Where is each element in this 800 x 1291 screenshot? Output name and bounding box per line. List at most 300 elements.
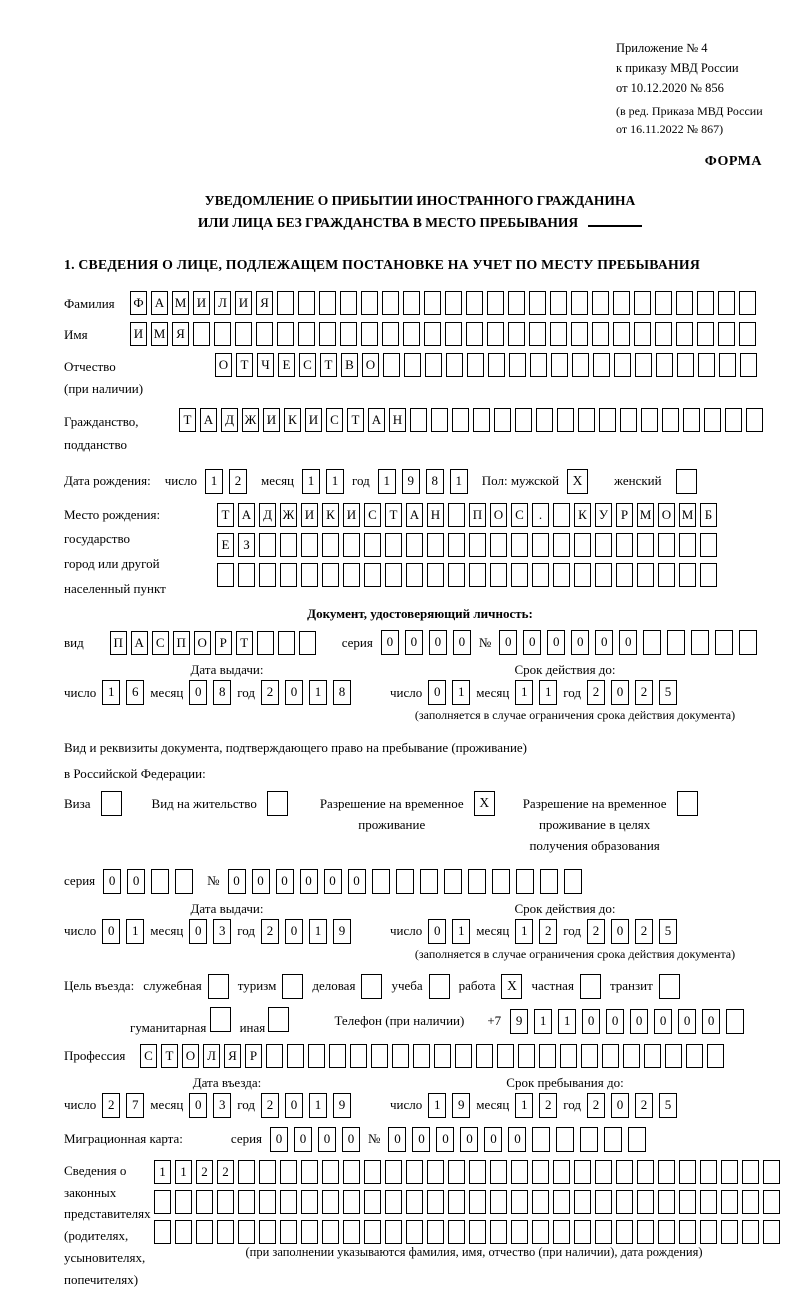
char-cell[interactable] (214, 322, 231, 346)
char-cell[interactable]: 2 (102, 1093, 120, 1118)
temp-permit-checkbox[interactable]: X (474, 791, 495, 816)
char-cell[interactable] (319, 291, 336, 315)
char-cell[interactable] (217, 563, 234, 587)
char-cell[interactable] (595, 563, 612, 587)
char-cell[interactable]: А (151, 291, 168, 315)
char-cell[interactable]: К (284, 408, 301, 432)
char-cell[interactable] (490, 1220, 507, 1244)
char-cell[interactable] (492, 869, 510, 894)
char-cell[interactable] (511, 533, 528, 557)
char-cell[interactable]: 2 (229, 469, 247, 494)
char-cell[interactable] (434, 1044, 451, 1068)
char-cell[interactable] (679, 563, 696, 587)
char-cell[interactable]: 2 (261, 1093, 279, 1118)
char-cell[interactable] (385, 1160, 402, 1184)
char-cell[interactable]: А (368, 408, 385, 432)
char-cell[interactable] (574, 1160, 591, 1184)
char-cell[interactable] (532, 563, 549, 587)
char-cell[interactable]: 0 (453, 630, 471, 655)
char-cell[interactable] (466, 322, 483, 346)
char-cell[interactable] (658, 563, 675, 587)
char-cell[interactable] (392, 1044, 409, 1068)
char-cell[interactable] (299, 631, 316, 655)
char-cell[interactable] (742, 1160, 759, 1184)
char-cell[interactable]: Л (203, 1044, 220, 1068)
char-cell[interactable] (469, 1190, 486, 1214)
char-cell[interactable]: 0 (103, 869, 121, 894)
char-cell[interactable] (697, 322, 714, 346)
char-cell[interactable]: 0 (270, 1127, 288, 1152)
char-cell[interactable] (700, 1190, 717, 1214)
char-cell[interactable] (154, 1190, 171, 1214)
char-cell[interactable] (676, 322, 693, 346)
char-cell[interactable]: 0 (582, 1009, 600, 1034)
char-cell[interactable] (616, 1220, 633, 1244)
char-cell[interactable]: Т (347, 408, 364, 432)
char-cell[interactable] (340, 291, 357, 315)
char-cell[interactable]: И (305, 408, 322, 432)
char-cell[interactable] (487, 291, 504, 315)
char-cell[interactable]: 0 (595, 630, 613, 655)
char-cell[interactable] (641, 408, 658, 432)
char-cell[interactable] (448, 563, 465, 587)
char-cell[interactable]: 0 (228, 869, 246, 894)
char-cell[interactable] (628, 1127, 646, 1152)
char-cell[interactable]: О (362, 353, 379, 377)
char-cell[interactable]: К (322, 503, 339, 527)
char-cell[interactable]: 0 (300, 869, 318, 894)
char-cell[interactable] (280, 563, 297, 587)
char-cell[interactable] (634, 291, 651, 315)
char-cell[interactable] (529, 291, 546, 315)
char-cell[interactable] (700, 1160, 717, 1184)
char-cell[interactable]: 1 (558, 1009, 576, 1034)
char-cell[interactable] (257, 631, 274, 655)
char-cell[interactable]: 1 (539, 680, 557, 705)
char-cell[interactable] (742, 1220, 759, 1244)
char-cell[interactable]: 0 (285, 680, 303, 705)
char-cell[interactable]: 1 (154, 1160, 171, 1184)
char-cell[interactable] (556, 1127, 574, 1152)
char-cell[interactable] (154, 1220, 171, 1244)
char-cell[interactable] (616, 1190, 633, 1214)
char-cell[interactable] (679, 1160, 696, 1184)
char-cell[interactable]: 0 (342, 1127, 360, 1152)
char-cell[interactable] (635, 353, 652, 377)
char-cell[interactable] (655, 322, 672, 346)
char-cell[interactable]: 0 (678, 1009, 696, 1034)
char-cell[interactable] (403, 291, 420, 315)
char-cell[interactable] (476, 1044, 493, 1068)
char-cell[interactable] (595, 1190, 612, 1214)
char-cell[interactable] (644, 1044, 661, 1068)
char-cell[interactable] (721, 1190, 738, 1214)
char-cell[interactable]: 5 (659, 919, 677, 944)
char-cell[interactable] (455, 1044, 472, 1068)
char-cell[interactable] (424, 322, 441, 346)
char-cell[interactable]: 0 (388, 1127, 406, 1152)
char-cell[interactable] (298, 322, 315, 346)
char-cell[interactable]: 0 (294, 1127, 312, 1152)
char-cell[interactable] (413, 1044, 430, 1068)
char-cell[interactable]: М (679, 503, 696, 527)
char-cell[interactable] (616, 1160, 633, 1184)
char-cell[interactable] (550, 322, 567, 346)
char-cell[interactable] (193, 322, 210, 346)
char-cell[interactable] (382, 291, 399, 315)
char-cell[interactable]: А (406, 503, 423, 527)
char-cell[interactable]: 2 (261, 680, 279, 705)
char-cell[interactable] (574, 563, 591, 587)
char-cell[interactable] (217, 1190, 234, 1214)
char-cell[interactable]: 0 (189, 919, 207, 944)
char-cell[interactable] (322, 1160, 339, 1184)
char-cell[interactable] (740, 353, 757, 377)
char-cell[interactable] (658, 1220, 675, 1244)
char-cell[interactable] (679, 1190, 696, 1214)
char-cell[interactable] (371, 1044, 388, 1068)
char-cell[interactable]: 2 (587, 919, 605, 944)
char-cell[interactable]: 0 (611, 1093, 629, 1118)
char-cell[interactable] (343, 563, 360, 587)
char-cell[interactable] (656, 353, 673, 377)
char-cell[interactable]: Р (616, 503, 633, 527)
char-cell[interactable]: 1 (452, 680, 470, 705)
char-cell[interactable] (329, 1044, 346, 1068)
char-cell[interactable] (511, 1220, 528, 1244)
char-cell[interactable] (343, 1220, 360, 1244)
char-cell[interactable] (623, 1044, 640, 1068)
char-cell[interactable] (613, 322, 630, 346)
char-cell[interactable] (175, 1190, 192, 1214)
char-cell[interactable]: 0 (619, 630, 637, 655)
char-cell[interactable]: 0 (654, 1009, 672, 1034)
char-cell[interactable]: С (326, 408, 343, 432)
char-cell[interactable]: 8 (213, 680, 231, 705)
char-cell[interactable] (448, 1160, 465, 1184)
char-cell[interactable] (431, 408, 448, 432)
char-cell[interactable]: У (595, 503, 612, 527)
char-cell[interactable] (466, 291, 483, 315)
visa-checkbox[interactable] (101, 791, 122, 816)
edu-permit-checkbox[interactable] (677, 791, 698, 816)
char-cell[interactable] (532, 1220, 549, 1244)
char-cell[interactable] (739, 291, 756, 315)
char-cell[interactable] (580, 1127, 598, 1152)
char-cell[interactable]: 9 (402, 469, 420, 494)
char-cell[interactable]: 0 (436, 1127, 454, 1152)
char-cell[interactable]: 0 (318, 1127, 336, 1152)
char-cell[interactable]: 9 (333, 1093, 351, 1118)
char-cell[interactable] (658, 1190, 675, 1214)
char-cell[interactable] (383, 353, 400, 377)
char-cell[interactable] (553, 503, 570, 527)
char-cell[interactable] (665, 1044, 682, 1068)
char-cell[interactable] (468, 869, 486, 894)
char-cell[interactable]: 1 (515, 919, 533, 944)
sex-female-checkbox[interactable] (676, 469, 697, 494)
char-cell[interactable] (238, 1160, 255, 1184)
char-cell[interactable] (564, 869, 582, 894)
char-cell[interactable] (406, 1220, 423, 1244)
char-cell[interactable]: О (215, 353, 232, 377)
char-cell[interactable] (637, 1220, 654, 1244)
char-cell[interactable]: Т (385, 503, 402, 527)
char-cell[interactable]: 1 (309, 1093, 327, 1118)
char-cell[interactable] (518, 1044, 535, 1068)
purpose-official-checkbox[interactable] (208, 974, 229, 999)
char-cell[interactable] (637, 563, 654, 587)
char-cell[interactable] (403, 322, 420, 346)
char-cell[interactable] (385, 1190, 402, 1214)
char-cell[interactable]: П (469, 503, 486, 527)
char-cell[interactable] (540, 869, 558, 894)
purpose-work-checkbox[interactable]: X (501, 974, 522, 999)
char-cell[interactable]: Н (427, 503, 444, 527)
char-cell[interactable] (364, 1220, 381, 1244)
char-cell[interactable] (595, 1160, 612, 1184)
char-cell[interactable] (151, 869, 169, 894)
char-cell[interactable] (406, 1190, 423, 1214)
char-cell[interactable] (238, 1190, 255, 1214)
char-cell[interactable] (280, 1160, 297, 1184)
char-cell[interactable] (343, 1190, 360, 1214)
char-cell[interactable]: 6 (126, 680, 144, 705)
char-cell[interactable]: 0 (571, 630, 589, 655)
char-cell[interactable] (385, 533, 402, 557)
char-cell[interactable] (469, 1220, 486, 1244)
char-cell[interactable] (406, 533, 423, 557)
char-cell[interactable] (739, 630, 757, 655)
char-cell[interactable] (444, 869, 462, 894)
char-cell[interactable]: 0 (285, 1093, 303, 1118)
char-cell[interactable]: 1 (428, 1093, 446, 1118)
char-cell[interactable] (473, 408, 490, 432)
char-cell[interactable] (511, 1160, 528, 1184)
char-cell[interactable]: Ч (257, 353, 274, 377)
char-cell[interactable]: Р (215, 631, 232, 655)
char-cell[interactable]: З (238, 533, 255, 557)
char-cell[interactable]: 2 (196, 1160, 213, 1184)
char-cell[interactable] (677, 353, 694, 377)
char-cell[interactable]: 2 (261, 919, 279, 944)
char-cell[interactable] (238, 563, 255, 587)
char-cell[interactable] (658, 1160, 675, 1184)
char-cell[interactable] (364, 1190, 381, 1214)
char-cell[interactable]: 0 (276, 869, 294, 894)
residence-permit-checkbox[interactable] (267, 791, 288, 816)
char-cell[interactable] (490, 563, 507, 587)
char-cell[interactable]: А (238, 503, 255, 527)
char-cell[interactable] (308, 1044, 325, 1068)
char-cell[interactable] (266, 1044, 283, 1068)
char-cell[interactable] (557, 408, 574, 432)
char-cell[interactable] (574, 1220, 591, 1244)
char-cell[interactable] (277, 322, 294, 346)
char-cell[interactable]: И (301, 503, 318, 527)
char-cell[interactable] (259, 563, 276, 587)
char-cell[interactable] (490, 1160, 507, 1184)
char-cell[interactable] (532, 1160, 549, 1184)
char-cell[interactable]: 0 (508, 1127, 526, 1152)
char-cell[interactable] (301, 1190, 318, 1214)
char-cell[interactable]: 1 (452, 919, 470, 944)
char-cell[interactable] (614, 353, 631, 377)
char-cell[interactable]: 8 (333, 680, 351, 705)
char-cell[interactable]: 0 (348, 869, 366, 894)
char-cell[interactable] (553, 533, 570, 557)
char-cell[interactable]: Л (214, 291, 231, 315)
char-cell[interactable]: Т (236, 631, 253, 655)
char-cell[interactable] (509, 353, 526, 377)
purpose-transit-checkbox[interactable] (659, 974, 680, 999)
char-cell[interactable] (700, 1220, 717, 1244)
char-cell[interactable]: О (658, 503, 675, 527)
char-cell[interactable] (427, 533, 444, 557)
char-cell[interactable]: И (235, 291, 252, 315)
char-cell[interactable] (718, 322, 735, 346)
char-cell[interactable] (691, 630, 709, 655)
char-cell[interactable]: М (151, 322, 168, 346)
char-cell[interactable] (361, 291, 378, 315)
char-cell[interactable] (301, 533, 318, 557)
char-cell[interactable] (420, 869, 438, 894)
char-cell[interactable] (175, 1220, 192, 1244)
char-cell[interactable] (425, 353, 442, 377)
char-cell[interactable] (319, 322, 336, 346)
char-cell[interactable] (683, 408, 700, 432)
char-cell[interactable] (488, 353, 505, 377)
char-cell[interactable] (280, 1220, 297, 1244)
char-cell[interactable] (322, 1220, 339, 1244)
char-cell[interactable] (467, 353, 484, 377)
char-cell[interactable] (508, 322, 525, 346)
char-cell[interactable] (280, 1190, 297, 1214)
char-cell[interactable]: 2 (217, 1160, 234, 1184)
char-cell[interactable] (235, 322, 252, 346)
char-cell[interactable]: 0 (127, 869, 145, 894)
char-cell[interactable] (494, 408, 511, 432)
char-cell[interactable] (658, 533, 675, 557)
purpose-humanitarian-checkbox[interactable] (210, 1007, 231, 1032)
char-cell[interactable] (572, 353, 589, 377)
char-cell[interactable] (385, 563, 402, 587)
char-cell[interactable]: 0 (630, 1009, 648, 1034)
char-cell[interactable] (592, 322, 609, 346)
char-cell[interactable]: Т (320, 353, 337, 377)
char-cell[interactable] (469, 1160, 486, 1184)
char-cell[interactable] (595, 1220, 612, 1244)
char-cell[interactable] (448, 1220, 465, 1244)
char-cell[interactable]: 8 (426, 469, 444, 494)
char-cell[interactable] (539, 1044, 556, 1068)
char-cell[interactable]: 9 (510, 1009, 528, 1034)
char-cell[interactable] (637, 1190, 654, 1214)
char-cell[interactable] (599, 408, 616, 432)
char-cell[interactable]: К (574, 503, 591, 527)
char-cell[interactable]: 0 (611, 919, 629, 944)
char-cell[interactable] (581, 1044, 598, 1068)
char-cell[interactable]: 1 (378, 469, 396, 494)
char-cell[interactable] (322, 1190, 339, 1214)
char-cell[interactable] (739, 322, 756, 346)
char-cell[interactable] (469, 533, 486, 557)
char-cell[interactable] (697, 291, 714, 315)
char-cell[interactable]: 0 (324, 869, 342, 894)
char-cell[interactable] (364, 533, 381, 557)
char-cell[interactable]: 0 (523, 630, 541, 655)
char-cell[interactable] (698, 353, 715, 377)
char-cell[interactable]: О (194, 631, 211, 655)
char-cell[interactable]: С (140, 1044, 157, 1068)
char-cell[interactable]: Р (245, 1044, 262, 1068)
char-cell[interactable] (763, 1190, 780, 1214)
char-cell[interactable]: 5 (659, 680, 677, 705)
char-cell[interactable] (679, 533, 696, 557)
char-cell[interactable] (427, 563, 444, 587)
char-cell[interactable] (574, 533, 591, 557)
char-cell[interactable] (746, 408, 763, 432)
char-cell[interactable] (361, 322, 378, 346)
char-cell[interactable]: С (299, 353, 316, 377)
char-cell[interactable]: Т (179, 408, 196, 432)
char-cell[interactable]: Т (217, 503, 234, 527)
char-cell[interactable]: 0 (460, 1127, 478, 1152)
char-cell[interactable] (726, 1009, 744, 1034)
char-cell[interactable] (301, 1160, 318, 1184)
char-cell[interactable] (287, 1044, 304, 1068)
char-cell[interactable]: Ж (242, 408, 259, 432)
char-cell[interactable]: Ф (130, 291, 147, 315)
char-cell[interactable] (259, 1160, 276, 1184)
char-cell[interactable] (322, 563, 339, 587)
char-cell[interactable]: . (532, 503, 549, 527)
char-cell[interactable]: 3 (213, 1093, 231, 1118)
char-cell[interactable] (385, 1220, 402, 1244)
char-cell[interactable] (532, 1190, 549, 1214)
char-cell[interactable] (448, 1190, 465, 1214)
char-cell[interactable]: Ж (280, 503, 297, 527)
char-cell[interactable]: 2 (587, 680, 605, 705)
char-cell[interactable] (532, 1127, 550, 1152)
char-cell[interactable] (571, 291, 588, 315)
char-cell[interactable]: 0 (606, 1009, 624, 1034)
char-cell[interactable]: 1 (302, 469, 320, 494)
char-cell[interactable] (719, 353, 736, 377)
char-cell[interactable]: 1 (534, 1009, 552, 1034)
char-cell[interactable]: 1 (309, 919, 327, 944)
char-cell[interactable] (643, 630, 661, 655)
char-cell[interactable]: Е (217, 533, 234, 557)
char-cell[interactable] (550, 291, 567, 315)
char-cell[interactable] (536, 408, 553, 432)
char-cell[interactable] (686, 1044, 703, 1068)
purpose-private-checkbox[interactable] (580, 974, 601, 999)
char-cell[interactable] (511, 1190, 528, 1214)
char-cell[interactable]: С (511, 503, 528, 527)
char-cell[interactable]: Т (161, 1044, 178, 1068)
char-cell[interactable] (256, 322, 273, 346)
sex-male-checkbox[interactable]: X (567, 469, 588, 494)
char-cell[interactable]: 7 (126, 1093, 144, 1118)
char-cell[interactable] (350, 1044, 367, 1068)
char-cell[interactable]: 2 (587, 1093, 605, 1118)
char-cell[interactable] (578, 408, 595, 432)
char-cell[interactable] (620, 408, 637, 432)
char-cell[interactable] (445, 322, 462, 346)
char-cell[interactable] (529, 322, 546, 346)
char-cell[interactable]: 1 (205, 469, 223, 494)
